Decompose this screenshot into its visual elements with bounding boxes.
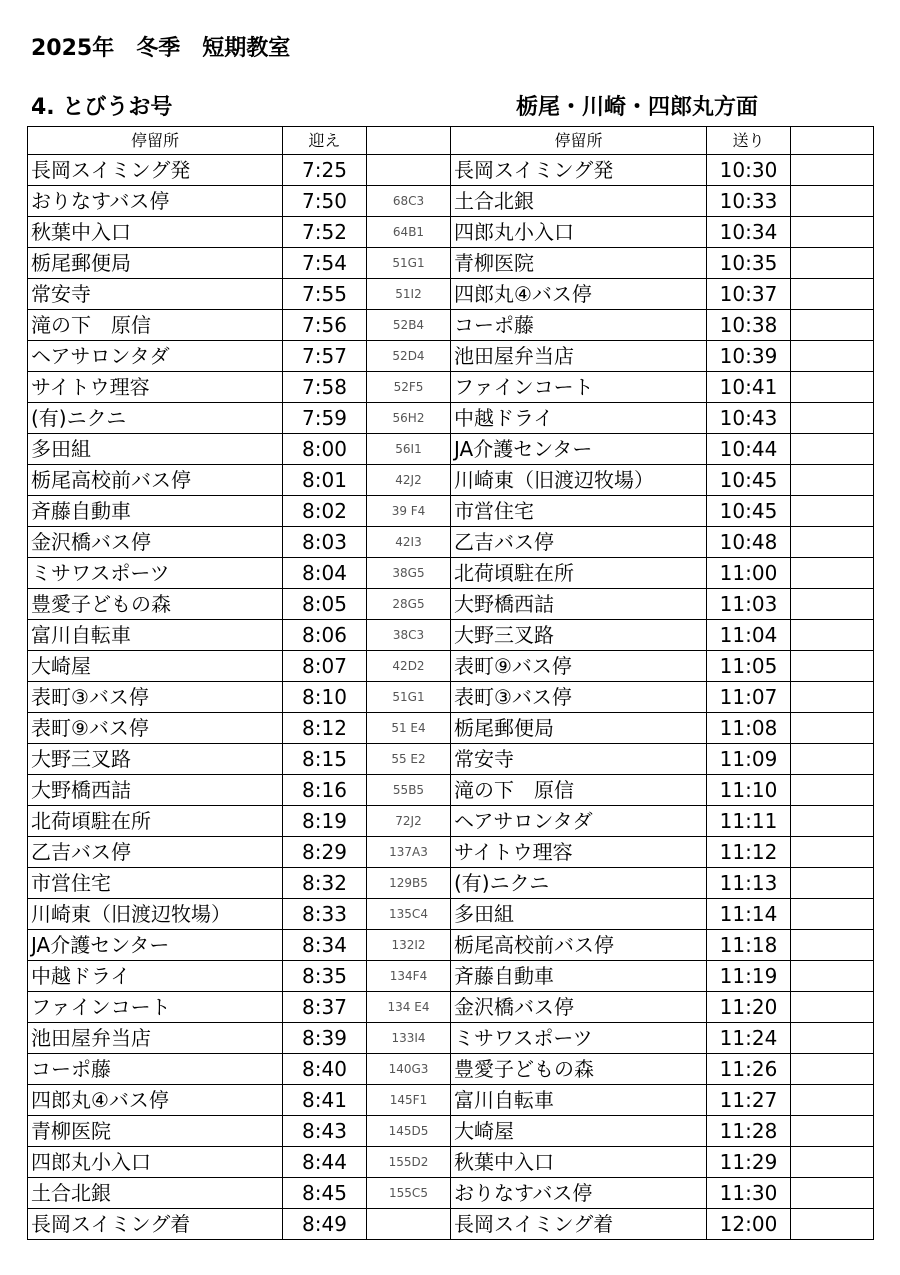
- table-row: [28, 1178, 874, 1209]
- pickup-stop-cell: ファインコート: [28, 992, 283, 1023]
- map-code-cell: 137A3: [367, 837, 451, 868]
- map-code-cell: 55B5: [367, 775, 451, 806]
- map-code-cell: 55 E2: [367, 744, 451, 775]
- pickup-stop-cell: ミサワスポーツ: [28, 558, 283, 589]
- column-header-stop-dropoff: 停留所: [451, 127, 707, 155]
- table-row: [28, 248, 874, 279]
- table-row: [28, 806, 874, 837]
- pickup-stop-cell: 常安寺: [28, 279, 283, 310]
- pickup-time-cell: 8:02: [283, 496, 367, 527]
- map-code-cell: 72J2: [367, 806, 451, 837]
- table-row: [28, 651, 874, 682]
- blank-cell: [791, 1085, 874, 1116]
- pickup-time-cell: 8:39: [283, 1023, 367, 1054]
- table-row: [28, 496, 874, 527]
- table-row: [28, 558, 874, 589]
- blank-cell: [791, 527, 874, 558]
- pickup-time-cell: 7:58: [283, 372, 367, 403]
- map-code-cell: 64B1: [367, 217, 451, 248]
- dropoff-stop-cell: 乙吉バス停: [451, 527, 707, 558]
- table-row: [28, 310, 874, 341]
- blank-cell: [791, 868, 874, 899]
- blank-cell: [791, 1116, 874, 1147]
- dropoff-time-cell: 10:37: [707, 279, 791, 310]
- pickup-time-cell: 7:52: [283, 217, 367, 248]
- dropoff-stop-cell: 中越ドライ: [451, 403, 707, 434]
- dropoff-time-cell: 11:04: [707, 620, 791, 651]
- dropoff-time-cell: 11:09: [707, 744, 791, 775]
- pickup-time-cell: 8:04: [283, 558, 367, 589]
- blank-cell: [791, 434, 874, 465]
- pickup-time-cell: 8:41: [283, 1085, 367, 1116]
- pickup-stop-cell: 豊愛子どもの森: [28, 589, 283, 620]
- dropoff-time-cell: 11:29: [707, 1147, 791, 1178]
- pickup-stop-cell: 乙吉バス停: [28, 837, 283, 868]
- pickup-stop-cell: JA介護センター: [28, 930, 283, 961]
- map-code-cell: 132I2: [367, 930, 451, 961]
- table-row: [28, 279, 874, 310]
- map-code-cell: 56I1: [367, 434, 451, 465]
- pickup-stop-cell: 青柳医院: [28, 1116, 283, 1147]
- dropoff-stop-cell: 富川自転車: [451, 1085, 707, 1116]
- timetable-table: [27, 126, 874, 1240]
- map-code-cell: 155D2: [367, 1147, 451, 1178]
- blank-cell: [791, 651, 874, 682]
- dropoff-stop-cell: (有)ニクニ: [451, 868, 707, 899]
- pickup-stop-cell: 川崎東（旧渡辺牧場）: [28, 899, 283, 930]
- dropoff-time-cell: 11:19: [707, 961, 791, 992]
- pickup-time-cell: 8:32: [283, 868, 367, 899]
- column-header-dropoff-time: 送り: [707, 127, 791, 155]
- dropoff-stop-cell: おりなすバス停: [451, 1178, 707, 1209]
- dropoff-stop-cell: ヘアサロンタダ: [451, 806, 707, 837]
- table-row: [28, 589, 874, 620]
- dropoff-stop-cell: 豊愛子どもの森: [451, 1054, 707, 1085]
- pickup-stop-cell: 富川自転車: [28, 620, 283, 651]
- pickup-time-cell: 8:35: [283, 961, 367, 992]
- blank-cell: [791, 1147, 874, 1178]
- pickup-time-cell: 8:19: [283, 806, 367, 837]
- column-header-stop-pickup: 停留所: [28, 127, 283, 155]
- map-code-cell: 42J2: [367, 465, 451, 496]
- table-row: [28, 1147, 874, 1178]
- blank-cell: [791, 589, 874, 620]
- pickup-time-cell: 8:49: [283, 1209, 367, 1240]
- table-row: [28, 868, 874, 899]
- pickup-time-cell: 8:34: [283, 930, 367, 961]
- pickup-time-cell: 8:10: [283, 682, 367, 713]
- pickup-time-cell: 8:40: [283, 1054, 367, 1085]
- dropoff-time-cell: 10:30: [707, 155, 791, 186]
- pickup-time-cell: 8:00: [283, 434, 367, 465]
- dropoff-stop-cell: 栃尾郵便局: [451, 713, 707, 744]
- pickup-stop-cell: 長岡スイミング発: [28, 155, 283, 186]
- pickup-stop-cell: 滝の下 原信: [28, 310, 283, 341]
- map-code-cell: 52B4: [367, 310, 451, 341]
- dropoff-time-cell: 11:12: [707, 837, 791, 868]
- map-code-cell: 38C3: [367, 620, 451, 651]
- blank-cell: [791, 1178, 874, 1209]
- table-row: [28, 775, 874, 806]
- blank-cell: [791, 744, 874, 775]
- pickup-stop-cell: 中越ドライ: [28, 961, 283, 992]
- dropoff-stop-cell: JA介護センター: [451, 434, 707, 465]
- pickup-time-cell: 8:07: [283, 651, 367, 682]
- dropoff-time-cell: 11:18: [707, 930, 791, 961]
- dropoff-stop-cell: 北荷頃駐在所: [451, 558, 707, 589]
- blank-cell: [791, 899, 874, 930]
- pickup-time-cell: 7:54: [283, 248, 367, 279]
- table-row: [28, 186, 874, 217]
- pickup-stop-cell: 大野三叉路: [28, 744, 283, 775]
- table-row: [28, 837, 874, 868]
- table-row: [28, 713, 874, 744]
- dropoff-time-cell: 10:45: [707, 496, 791, 527]
- pickup-time-cell: 8:45: [283, 1178, 367, 1209]
- pickup-time-cell: 8:29: [283, 837, 367, 868]
- table-row: [28, 155, 874, 186]
- column-header-extra: [791, 127, 874, 155]
- map-code-cell: 134F4: [367, 961, 451, 992]
- blank-cell: [791, 682, 874, 713]
- blank-cell: [791, 465, 874, 496]
- pickup-time-cell: 7:56: [283, 310, 367, 341]
- dropoff-time-cell: 10:45: [707, 465, 791, 496]
- dropoff-time-cell: 11:05: [707, 651, 791, 682]
- map-code-cell: [367, 155, 451, 186]
- pickup-time-cell: 8:01: [283, 465, 367, 496]
- dropoff-time-cell: 10:38: [707, 310, 791, 341]
- dropoff-time-cell: 11:10: [707, 775, 791, 806]
- route-name: 4. とびうお号: [31, 95, 173, 120]
- map-code-cell: 28G5: [367, 589, 451, 620]
- dropoff-stop-cell: 土合北銀: [451, 186, 707, 217]
- dropoff-stop-cell: 川崎東（旧渡辺牧場）: [451, 465, 707, 496]
- page-title: 2025年 冬季 短期教室: [31, 36, 291, 61]
- blank-cell: [791, 930, 874, 961]
- table-row: [28, 1209, 874, 1240]
- map-code-cell: 140G3: [367, 1054, 451, 1085]
- dropoff-stop-cell: 長岡スイミング着: [451, 1209, 707, 1240]
- pickup-stop-cell: 金沢橋バス停: [28, 527, 283, 558]
- pickup-time-cell: 7:59: [283, 403, 367, 434]
- map-code-cell: 39 F4: [367, 496, 451, 527]
- dropoff-stop-cell: 秋葉中入口: [451, 1147, 707, 1178]
- dropoff-time-cell: 10:34: [707, 217, 791, 248]
- dropoff-stop-cell: 多田組: [451, 899, 707, 930]
- map-code-cell: 51G1: [367, 248, 451, 279]
- map-code-cell: 42I3: [367, 527, 451, 558]
- table-row: [28, 899, 874, 930]
- blank-cell: [791, 620, 874, 651]
- dropoff-stop-cell: コーポ藤: [451, 310, 707, 341]
- pickup-stop-cell: 多田組: [28, 434, 283, 465]
- blank-cell: [791, 279, 874, 310]
- blank-cell: [791, 806, 874, 837]
- dropoff-stop-cell: 表町⑨バス停: [451, 651, 707, 682]
- dropoff-time-cell: 11:11: [707, 806, 791, 837]
- pickup-stop-cell: 栃尾高校前バス停: [28, 465, 283, 496]
- map-code-cell: 145F1: [367, 1085, 451, 1116]
- dropoff-time-cell: 11:24: [707, 1023, 791, 1054]
- dropoff-stop-cell: 大野三叉路: [451, 620, 707, 651]
- blank-cell: [791, 1023, 874, 1054]
- map-code-cell: [367, 1209, 451, 1240]
- map-code-cell: 68C3: [367, 186, 451, 217]
- table-row: [28, 992, 874, 1023]
- map-code-cell: 129B5: [367, 868, 451, 899]
- map-code-cell: 52D4: [367, 341, 451, 372]
- table-row: [28, 403, 874, 434]
- blank-cell: [791, 248, 874, 279]
- dropoff-stop-cell: 斉藤自動車: [451, 961, 707, 992]
- blank-cell: [791, 558, 874, 589]
- pickup-stop-cell: 池田屋弁当店: [28, 1023, 283, 1054]
- pickup-stop-cell: 大崎屋: [28, 651, 283, 682]
- dropoff-time-cell: 10:39: [707, 341, 791, 372]
- blank-cell: [791, 341, 874, 372]
- dropoff-stop-cell: 常安寺: [451, 744, 707, 775]
- dropoff-time-cell: 11:03: [707, 589, 791, 620]
- dropoff-stop-cell: 市営住宅: [451, 496, 707, 527]
- pickup-stop-cell: 表町③バス停: [28, 682, 283, 713]
- table-row: [28, 1116, 874, 1147]
- table-header-row: [28, 127, 874, 155]
- pickup-time-cell: 8:03: [283, 527, 367, 558]
- blank-cell: [791, 992, 874, 1023]
- pickup-stop-cell: コーポ藤: [28, 1054, 283, 1085]
- dropoff-time-cell: 11:08: [707, 713, 791, 744]
- dropoff-time-cell: 10:48: [707, 527, 791, 558]
- pickup-time-cell: 7:50: [283, 186, 367, 217]
- pickup-time-cell: 8:43: [283, 1116, 367, 1147]
- dropoff-stop-cell: ファインコート: [451, 372, 707, 403]
- pickup-time-cell: 8:16: [283, 775, 367, 806]
- dropoff-time-cell: 10:44: [707, 434, 791, 465]
- column-header-map-code: [367, 127, 451, 155]
- map-code-cell: 42D2: [367, 651, 451, 682]
- map-code-cell: 133I4: [367, 1023, 451, 1054]
- pickup-stop-cell: おりなすバス停: [28, 186, 283, 217]
- pickup-time-cell: 8:12: [283, 713, 367, 744]
- blank-cell: [791, 961, 874, 992]
- blank-cell: [791, 403, 874, 434]
- dropoff-time-cell: 11:14: [707, 899, 791, 930]
- dropoff-time-cell: 10:35: [707, 248, 791, 279]
- dropoff-time-cell: 10:43: [707, 403, 791, 434]
- blank-cell: [791, 1209, 874, 1240]
- table-row: [28, 930, 874, 961]
- blank-cell: [791, 372, 874, 403]
- pickup-time-cell: 8:33: [283, 899, 367, 930]
- pickup-time-cell: 8:44: [283, 1147, 367, 1178]
- dropoff-stop-cell: ミサワスポーツ: [451, 1023, 707, 1054]
- blank-cell: [791, 713, 874, 744]
- pickup-stop-cell: 大野橋西詰: [28, 775, 283, 806]
- table-row: [28, 1085, 874, 1116]
- table-row: [28, 372, 874, 403]
- map-code-cell: 134 E4: [367, 992, 451, 1023]
- dropoff-time-cell: 11:30: [707, 1178, 791, 1209]
- pickup-time-cell: 8:05: [283, 589, 367, 620]
- map-code-cell: 51I2: [367, 279, 451, 310]
- dropoff-stop-cell: 四郎丸④バス停: [451, 279, 707, 310]
- pickup-stop-cell: 秋葉中入口: [28, 217, 283, 248]
- table-row: [28, 217, 874, 248]
- map-code-cell: 135C4: [367, 899, 451, 930]
- pickup-stop-cell: 斉藤自動車: [28, 496, 283, 527]
- dropoff-stop-cell: 四郎丸小入口: [451, 217, 707, 248]
- pickup-stop-cell: (有)ニクニ: [28, 403, 283, 434]
- dropoff-stop-cell: 大崎屋: [451, 1116, 707, 1147]
- pickup-stop-cell: 北荷頃駐在所: [28, 806, 283, 837]
- pickup-time-cell: 7:25: [283, 155, 367, 186]
- dropoff-stop-cell: 表町③バス停: [451, 682, 707, 713]
- blank-cell: [791, 186, 874, 217]
- dropoff-time-cell: 11:27: [707, 1085, 791, 1116]
- map-code-cell: 145D5: [367, 1116, 451, 1147]
- table-row: [28, 465, 874, 496]
- column-header-pickup-time: 迎え: [283, 127, 367, 155]
- pickup-stop-cell: サイトウ理容: [28, 372, 283, 403]
- map-code-cell: 38G5: [367, 558, 451, 589]
- timetable: [27, 126, 874, 1240]
- pickup-time-cell: 8:06: [283, 620, 367, 651]
- dropoff-time-cell: 10:33: [707, 186, 791, 217]
- dropoff-stop-cell: 青柳医院: [451, 248, 707, 279]
- table-row: [28, 620, 874, 651]
- dropoff-time-cell: 11:00: [707, 558, 791, 589]
- map-code-cell: 155C5: [367, 1178, 451, 1209]
- map-code-cell: 51 E4: [367, 713, 451, 744]
- table-row: [28, 1023, 874, 1054]
- table-row: [28, 682, 874, 713]
- dropoff-stop-cell: サイトウ理容: [451, 837, 707, 868]
- dropoff-stop-cell: 池田屋弁当店: [451, 341, 707, 372]
- dropoff-time-cell: 11:28: [707, 1116, 791, 1147]
- map-code-cell: 52F5: [367, 372, 451, 403]
- dropoff-stop-cell: 栃尾高校前バス停: [451, 930, 707, 961]
- blank-cell: [791, 217, 874, 248]
- dropoff-time-cell: 11:07: [707, 682, 791, 713]
- pickup-stop-cell: 四郎丸小入口: [28, 1147, 283, 1178]
- blank-cell: [791, 837, 874, 868]
- map-code-cell: 51G1: [367, 682, 451, 713]
- pickup-stop-cell: 表町⑨バス停: [28, 713, 283, 744]
- table-row: [28, 527, 874, 558]
- dropoff-stop-cell: 長岡スイミング発: [451, 155, 707, 186]
- dropoff-stop-cell: 金沢橋バス停: [451, 992, 707, 1023]
- pickup-stop-cell: 栃尾郵便局: [28, 248, 283, 279]
- pickup-time-cell: 7:55: [283, 279, 367, 310]
- route-direction: 栃尾・川崎・四郎丸方面: [516, 95, 759, 120]
- table-row: [28, 744, 874, 775]
- dropoff-stop-cell: 滝の下 原信: [451, 775, 707, 806]
- dropoff-time-cell: 10:41: [707, 372, 791, 403]
- table-row: [28, 341, 874, 372]
- map-code-cell: 56H2: [367, 403, 451, 434]
- table-row: [28, 434, 874, 465]
- dropoff-time-cell: 11:26: [707, 1054, 791, 1085]
- blank-cell: [791, 310, 874, 341]
- table-row: [28, 961, 874, 992]
- table-row: [28, 1054, 874, 1085]
- blank-cell: [791, 496, 874, 527]
- pickup-time-cell: 8:37: [283, 992, 367, 1023]
- pickup-stop-cell: 土合北銀: [28, 1178, 283, 1209]
- dropoff-time-cell: 12:00: [707, 1209, 791, 1240]
- blank-cell: [791, 155, 874, 186]
- pickup-time-cell: 7:57: [283, 341, 367, 372]
- pickup-stop-cell: 長岡スイミング着: [28, 1209, 283, 1240]
- dropoff-time-cell: 11:13: [707, 868, 791, 899]
- pickup-stop-cell: 市営住宅: [28, 868, 283, 899]
- blank-cell: [791, 1054, 874, 1085]
- pickup-stop-cell: ヘアサロンタダ: [28, 341, 283, 372]
- pickup-time-cell: 8:15: [283, 744, 367, 775]
- dropoff-stop-cell: 大野橋西詰: [451, 589, 707, 620]
- pickup-stop-cell: 四郎丸④バス停: [28, 1085, 283, 1116]
- blank-cell: [791, 775, 874, 806]
- dropoff-time-cell: 11:20: [707, 992, 791, 1023]
